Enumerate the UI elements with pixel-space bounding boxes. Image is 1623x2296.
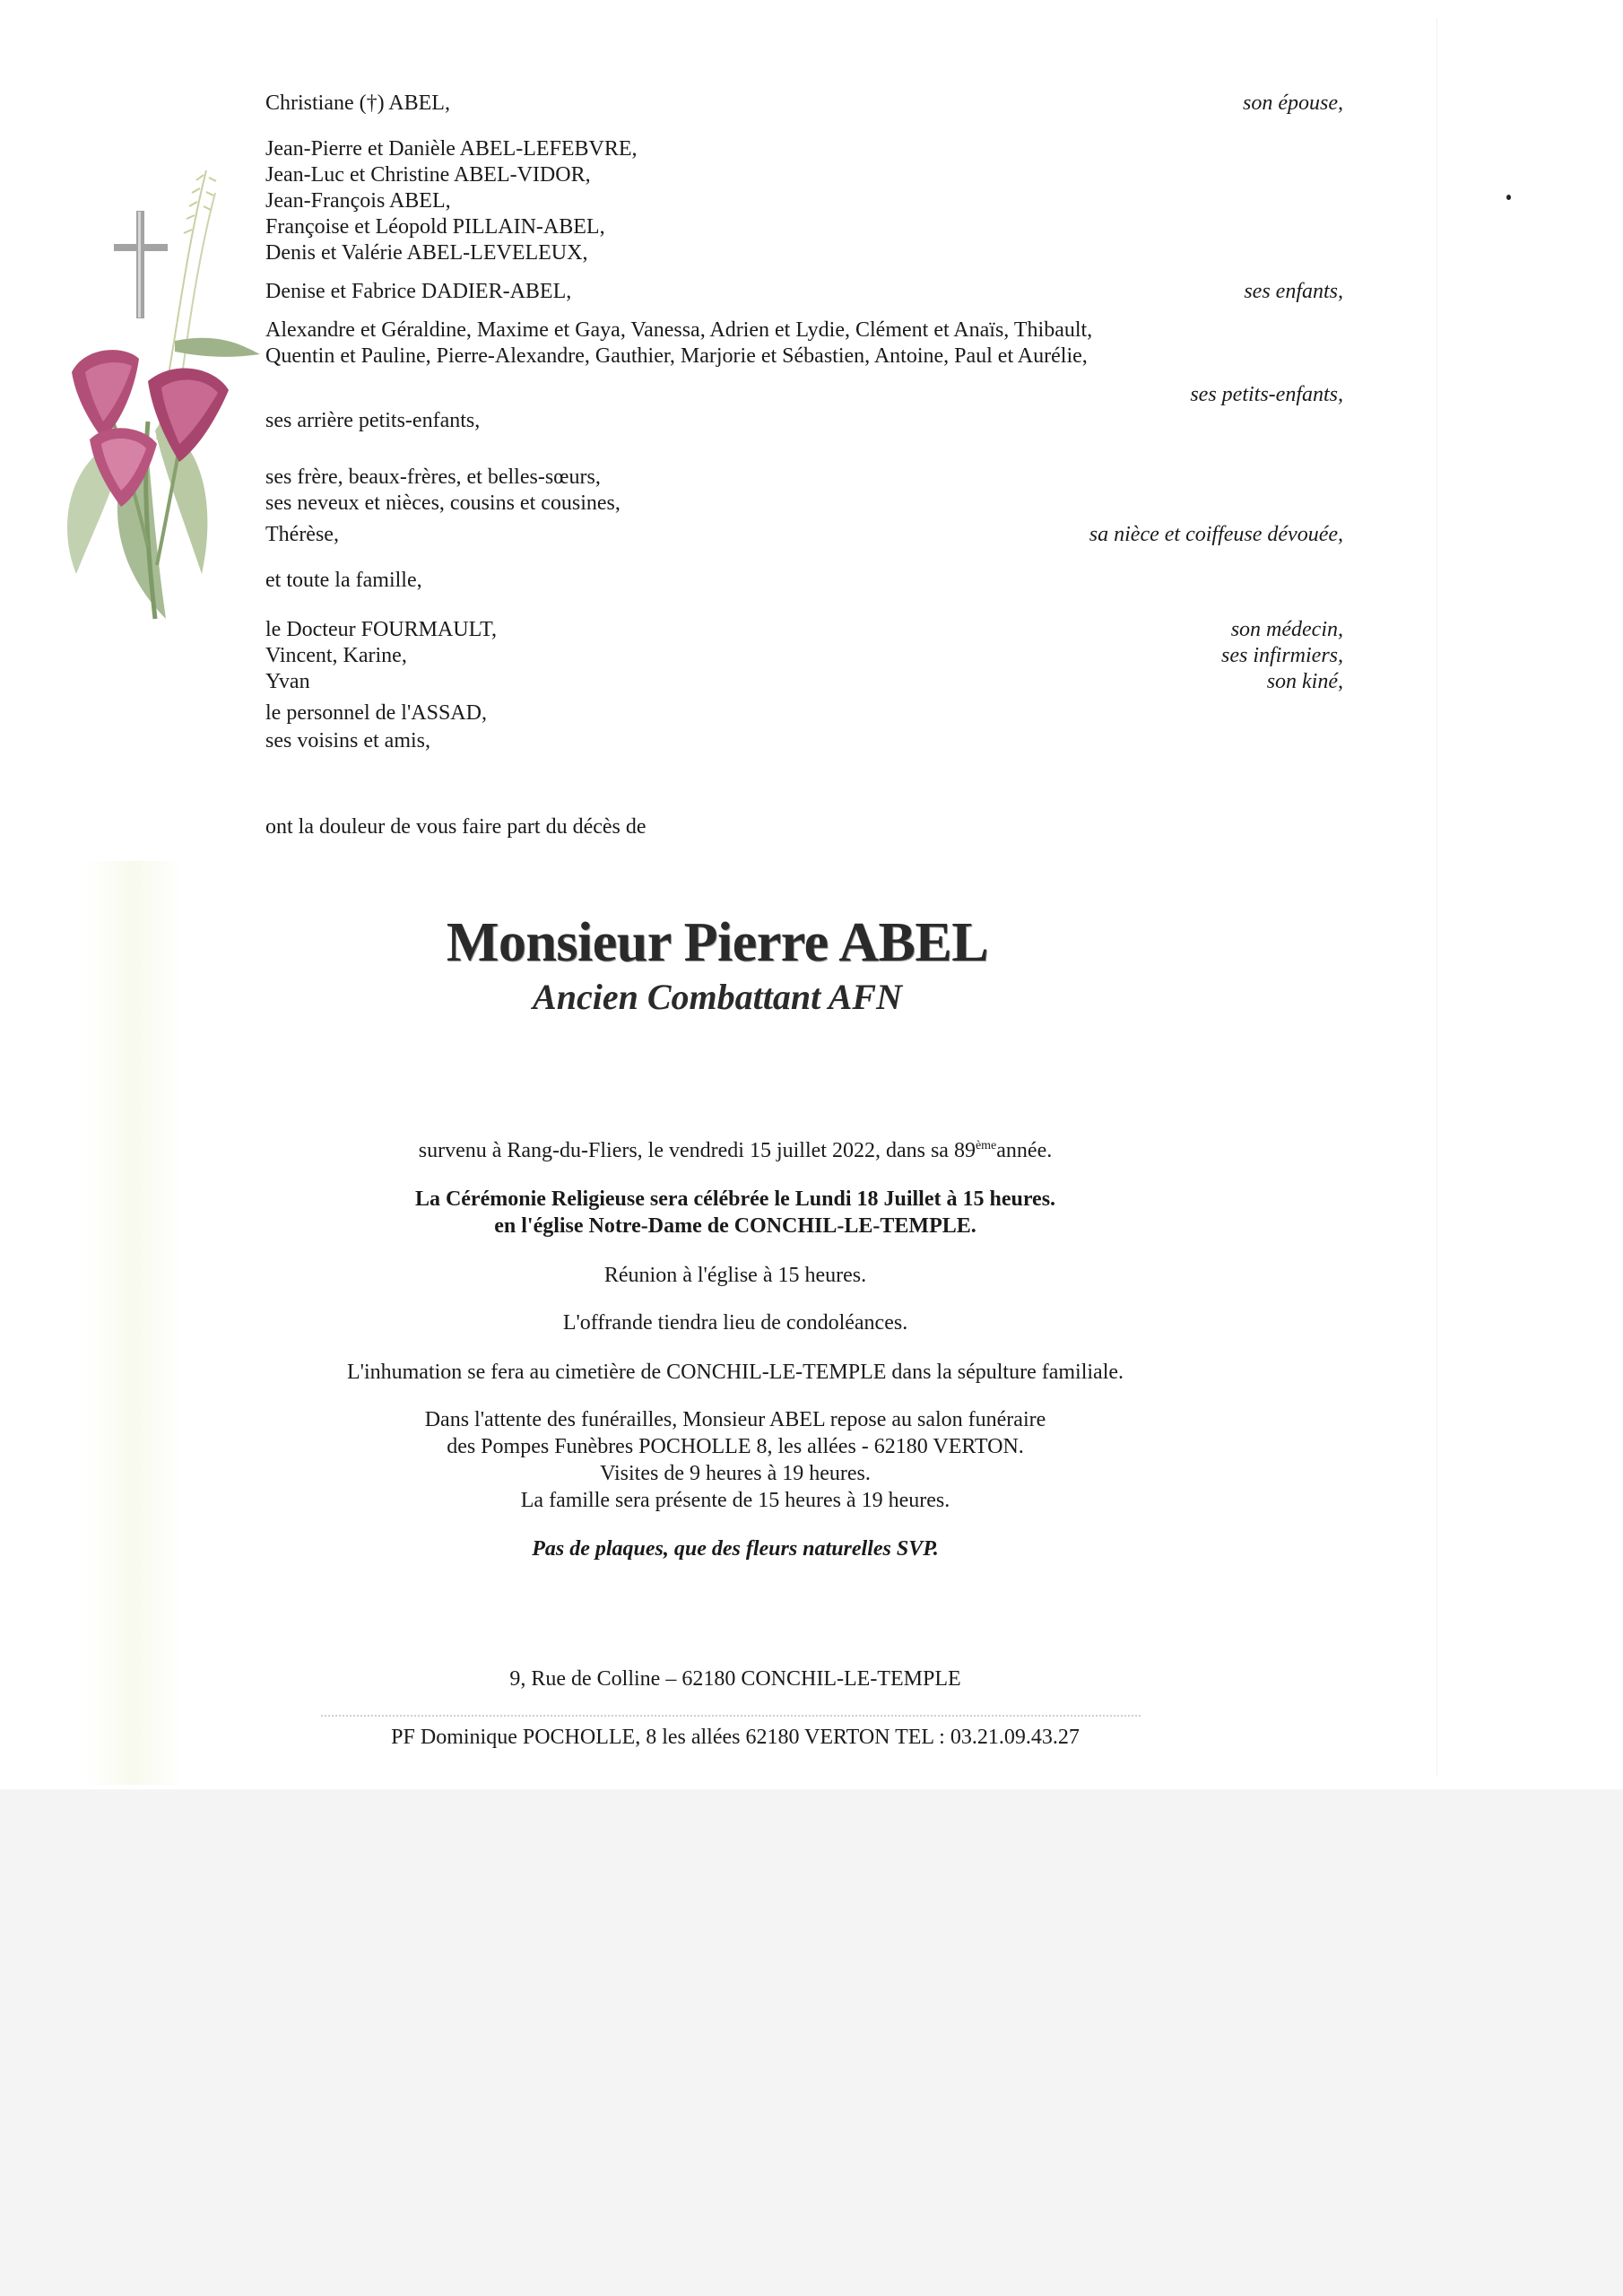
caregiver-name: le Docteur FOURMAULT, xyxy=(265,618,497,641)
scan-background xyxy=(0,1789,1623,2296)
relative-name: ses neveux et nièces, cousins et cousines, xyxy=(265,491,621,515)
funeral-home-line: des Pompes Funèbres POCHOLLE 8, les allées - 62180 VERTON. xyxy=(447,1435,1024,1458)
flowers-note: Pas de plaques, que des fleurs naturelles SVP. xyxy=(532,1537,939,1561)
family-role: ses enfants, xyxy=(1244,280,1343,303)
scan-speck xyxy=(1506,195,1511,200)
family-name: Jean-Luc et Christine ABEL-VIDOR, xyxy=(265,163,591,187)
family-name: Denise et Fabrice DADIER-ABEL, xyxy=(265,280,572,303)
meeting-text: Réunion à l'église à 15 heures. xyxy=(603,1264,867,1287)
leaf xyxy=(175,338,260,357)
caregiver-role: son médecin, xyxy=(1230,618,1343,641)
caregiver-role: ses infirmiers, xyxy=(1220,644,1343,667)
cross-icon xyxy=(114,211,168,318)
ceremony-line: en l'église Notre-Dame de CONCHIL-LE-TEMPLE. xyxy=(494,1214,976,1238)
death-text: survenu à Rang-du-Fliers, le vendredi 15 juillet 2022, dans sa 89 xyxy=(418,1139,976,1162)
whole-family: et toute la famille, xyxy=(265,569,422,592)
grandchildren-line: Alexandre et Géraldine, Maxime et Gaya, Vanessa, Adrien et Lydie, Clément et Anaïs, Thibault, xyxy=(265,318,1093,342)
footer-text: PF Dominique POCHOLLE, 8 les allées 62180 VERTON TEL : 03.21.09.43.27 xyxy=(391,1726,1080,1749)
death-line xyxy=(0,1137,1471,1164)
death-superscript: ème xyxy=(975,1139,997,1152)
address-text: 9, Rue de Colline – 62180 CONCHIL-LE-TEMPLE xyxy=(509,1667,961,1691)
wheat-grains xyxy=(184,175,216,233)
family-role: son épouse, xyxy=(1243,91,1343,115)
calla-lily-cross-illustration xyxy=(49,152,265,637)
grandchildren-line: Quentin et Pauline, Pierre-Alexandre, Gauthier, Marjorie et Sébastien, Antoine, Paul et Aurélie, xyxy=(265,344,1088,368)
relative-name: ses frère, beaux-frères, et belles-sœurs, xyxy=(265,465,601,489)
ceremony-line: La Cérémonie Religieuse sera célébrée le Lundi 18 Juillet à 15 heures. xyxy=(414,1187,1056,1211)
family-name: Christiane (†) ABEL, xyxy=(265,91,450,115)
caregiver-name: le personnel de l'ASSAD, xyxy=(265,701,487,725)
caregiver-role: son kiné, xyxy=(1266,670,1343,693)
death-suffix: année. xyxy=(996,1139,1053,1162)
family-name: Jean-François ABEL, xyxy=(265,189,451,213)
funeral-home-line: La famille sera présente de 15 heures à 19 heures. xyxy=(520,1489,950,1512)
announcement-text: ont la douleur de vous faire part du décès de xyxy=(265,815,647,839)
caregiver-name: ses voisins et amis, xyxy=(265,729,430,752)
funeral-home-line: Visites de 9 heures à 19 heures. xyxy=(600,1462,871,1485)
offering-text: L'offrande tiendra lieu de condoléances. xyxy=(562,1311,908,1335)
family-name: Jean-Pierre et Danièle ABEL-LEFEBVRE, xyxy=(265,137,638,161)
funeral-home-line: Dans l'attente des funérailles, Monsieur ABEL repose au salon funéraire xyxy=(424,1408,1046,1431)
family-name: Françoise et Léopold PILLAIN-ABEL, xyxy=(265,215,605,239)
grandchildren-role: ses petits-enfants, xyxy=(1190,383,1343,406)
caregiver-name: Vincent, Karine, xyxy=(265,644,407,667)
family-name: Denis et Valérie ABEL-LEVELEUX, xyxy=(265,241,588,265)
footer-separator xyxy=(321,1715,1141,1717)
caregiver-name: Yvan xyxy=(265,670,310,693)
relative-name: Thérèse, xyxy=(265,523,339,546)
deceased-name: Monsieur Pierre ABEL xyxy=(446,912,989,973)
calla-lily-flower xyxy=(72,350,139,439)
relative-role: sa nièce et coiffeuse dévouée, xyxy=(1089,523,1343,546)
great-grandchildren: ses arrière petits-enfants, xyxy=(265,409,481,432)
burial-text: L'inhumation se fera au cimetière de CONCHIL-LE-TEMPLE dans la sépulture familiale. xyxy=(346,1361,1124,1384)
deceased-title: Ancien Combattant AFN xyxy=(533,977,902,1017)
